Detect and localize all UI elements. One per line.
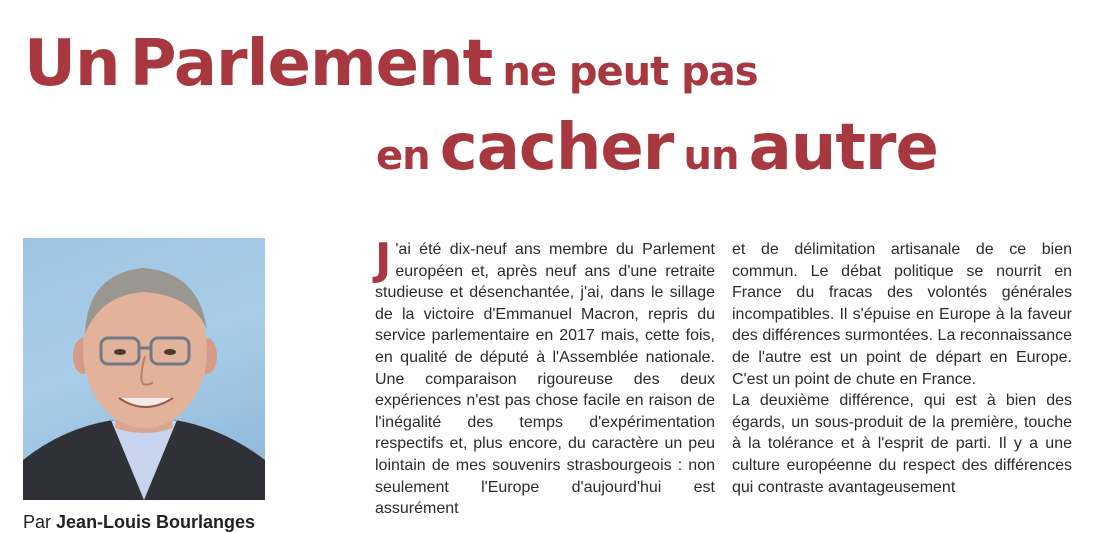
headline-word: Parlement	[129, 27, 493, 101]
author-photo	[23, 238, 265, 500]
headline-line-1	[24, 27, 758, 101]
byline-prefix: Par	[23, 512, 52, 532]
headline-word: cacher	[439, 111, 674, 185]
headline-word: un	[683, 133, 739, 179]
headline-word: en	[376, 133, 430, 179]
paragraph: La deuxième différence, qui est à bien des égards, un sous-produit de la première, touche à la tolérance et à l'esprit de parti. Il y a une culture européenne du respect des différences qui contraste avantageusement	[732, 392, 1072, 496]
headline-word: ne peut pas	[502, 49, 758, 95]
headline-line-2	[376, 111, 938, 185]
headline-word: autre	[748, 111, 938, 185]
article-column-1	[375, 234, 715, 520]
column-1-text: 'ai été dix-neuf ans membre du Parlement européen et, après neuf ans d'une retraite studieuse et désenchantée, j'ai, dans le sillage de la victoire d'Emmanuel Macron, repris du service parlementaire en 2017 mais, cette fois, en qualité de député à l'Assemblée nationale. Une comparaison rigoureuse des deux expériences n'est pas chose facile en raison de l'inégalité des temps d'expérimentation respectifs et, plus encore, du caractère un peu lointain de mes souvenirs strasbourgeois : non seulement l'Europe d'aujourd'hui est assurément	[375, 241, 715, 518]
paragraph: et de délimitation artisanale de ce bien commun. Le débat politique se nourrit en France du fracas des volontés générales incompatibles. Il s'épuise en Europe à la faveur des différences surmontées. La reconnaissance de l'autre est un point de départ en Europe. C'est un point de chute en France.	[732, 241, 1072, 388]
drop-cap: J	[375, 234, 392, 285]
author-name: Jean-Louis Bourlanges	[56, 512, 256, 532]
author-portrait-icon	[23, 238, 265, 500]
headline-word: Un	[24, 27, 120, 101]
article-column-2	[732, 239, 1072, 498]
